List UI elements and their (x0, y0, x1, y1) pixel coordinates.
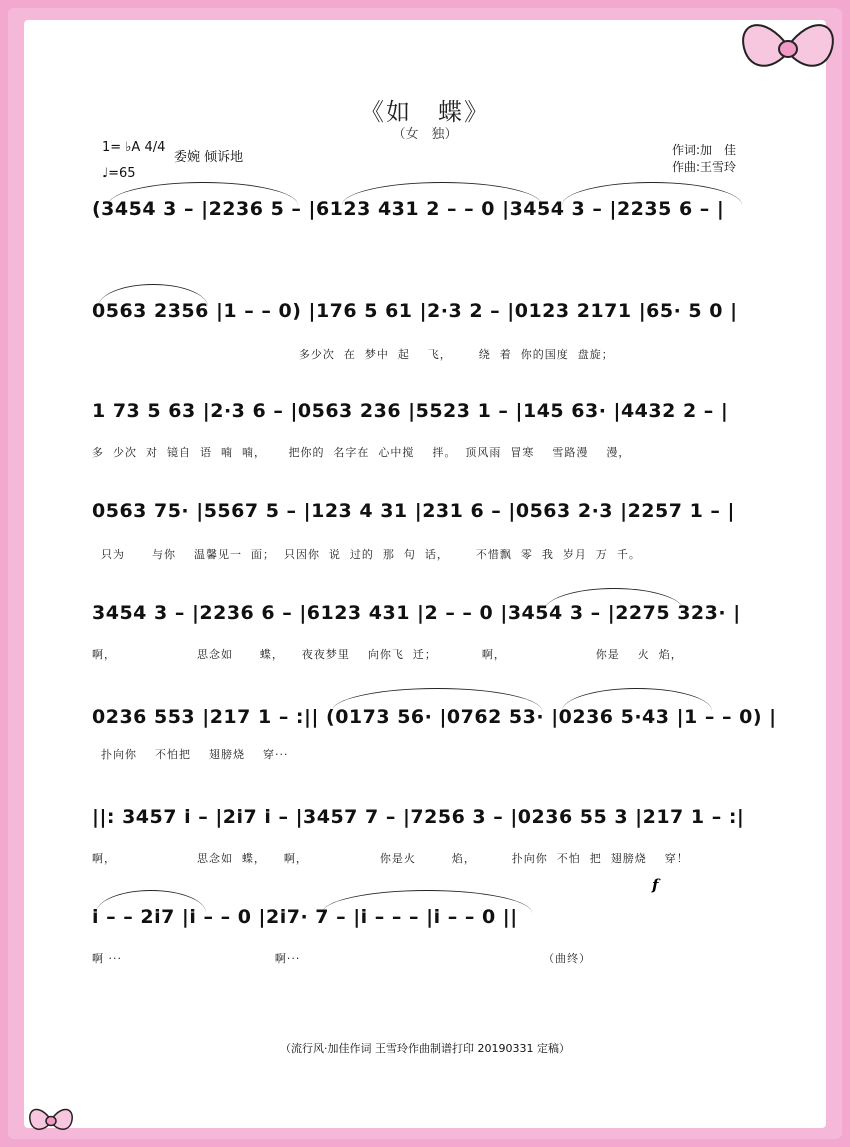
score-row (92, 806, 782, 852)
score-row (92, 500, 782, 546)
notation-line: 3454 3 – |2236 6 – |6123 431 |2 – – 0 |3454 3 – |2275 323· | (92, 602, 741, 624)
expression-marking: 委婉 倾诉地 (174, 150, 244, 165)
notation-line: ||: 3457 i – |2i7 i – |3457 7 – |7256 3 – |0236 55 3 |217 1 – :| (92, 806, 745, 828)
forte-dynamic: f (652, 876, 659, 894)
lyrics-line: 啊 ··· 啊··· （曲终） (92, 952, 592, 965)
lyrics-line: 多 少次 对 镜自 语 喃 喃， 把你的 名字在 心中搅 拌。 顶风雨 冒寒 雪路漫 漫， (92, 446, 631, 459)
footer-note: （流行风·加佳作词 王雪玲作曲制谱打印 20190331 定稿） (280, 1042, 570, 1055)
lyrics-line: 扑向你 不怕把 翅膀烧 穿··· (92, 748, 289, 761)
key-signature: 1= ♭A 4/4 (102, 140, 166, 155)
notation-line: 0236 553 |217 1 – :|| (0173 56· |0762 53· |0236 5·43 |1 – – 0) | (92, 706, 777, 728)
lyrics-line: 多少次 在 梦中 起 飞， 绕 着 你的国度 盘旋； (92, 348, 614, 361)
small-bow-icon (26, 1100, 76, 1140)
performance-note: （女 独） (392, 127, 458, 142)
score-row (92, 602, 782, 648)
score-row (92, 906, 782, 952)
song-title: 《如 蝶》 (360, 98, 490, 126)
lyrics-line: 啊， 思念如 蝶， 啊， 你是火 焰， 扑向你 不怕 把 翅膀烧 穿！ (92, 852, 689, 865)
tempo-marking: ♩=65 (102, 166, 136, 181)
notation-line: i – – 2i7 |i – – 0 |2i7· 7 – |i – – – |i – – 0 || (92, 906, 518, 928)
notation-line: 1 73 5 63 |2·3 6 – |0563 236 |5523 1 – |145 63· |4432 2 – | (92, 400, 729, 422)
bow-icon (734, 8, 842, 88)
lyricist-credit: 作词:加 佳 (672, 143, 737, 157)
score-row (92, 300, 782, 346)
score-row (92, 198, 782, 244)
composer-credit: 作曲:王雪玲 (672, 160, 737, 174)
notation-line: 0563 2356 |1 – – 0) |176 5 61 |2·3 2 – |0123 2171 |65· 5 0 | (92, 300, 738, 322)
lyrics-line: 只为 与你 温馨见一 面； 只因你 说 过的 那 句 话， 不惜飘 零 我 岁月 万 千。 (92, 548, 641, 561)
notation-line: (3454 3 – |2236 5 – |6123 431 2 – – 0 |3454 3 – |2235 6 – | (92, 198, 725, 220)
lyrics-line: 啊， 思念如 蝶， 夜夜梦里 向你飞 迁； 啊， 你是 火 焰， (92, 648, 683, 661)
notation-line: 0563 75· |5567 5 – |123 4 31 |231 6 – |0563 2·3 |2257 1 – | (92, 500, 735, 522)
score-row (92, 400, 782, 446)
